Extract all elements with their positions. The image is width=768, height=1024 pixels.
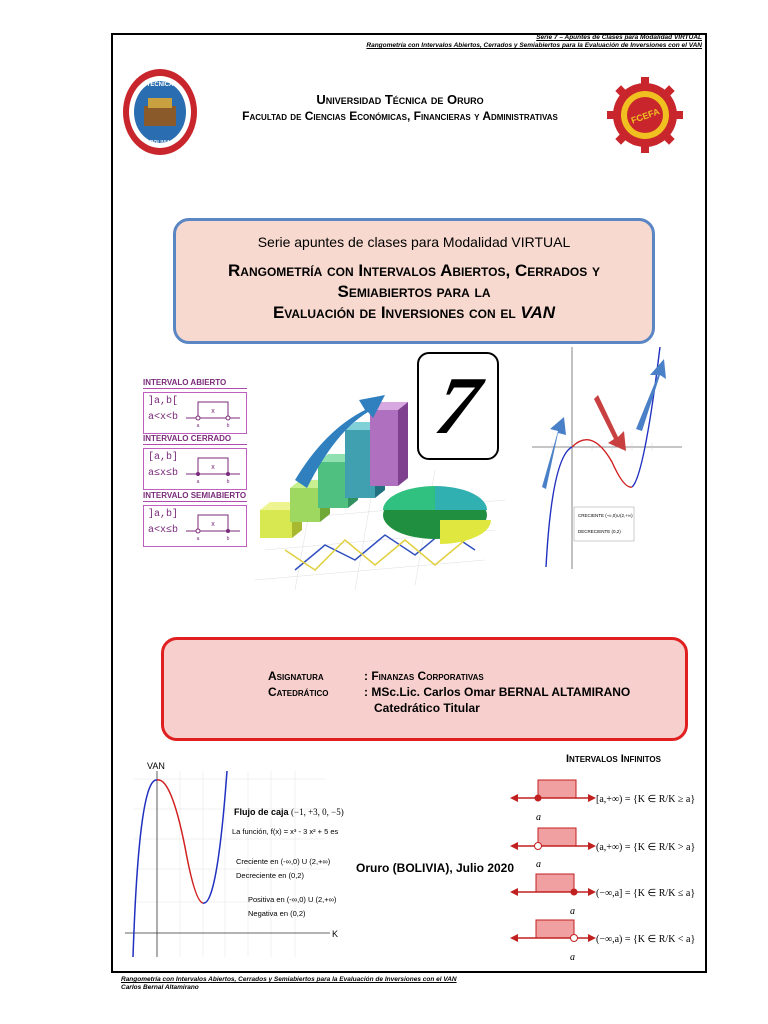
main-title <box>176 260 652 323</box>
halfopen-interval-diagram <box>184 509 242 543</box>
infinite-intervals-diagram <box>508 770 698 966</box>
interval-b-label: b <box>226 479 230 485</box>
catedratico-label: Catedrático <box>268 685 329 699</box>
interval-notation: ]a,b] <box>148 509 179 520</box>
interval-letter: x <box>211 408 215 415</box>
interval-a-label: a <box>196 536 200 542</box>
chapter-number: 7 <box>429 360 487 451</box>
infinite-row-4: (−∞,a) = {K ∈ R/K < a} <box>596 934 696 945</box>
closed-interval-diagram <box>184 452 242 486</box>
interval-notation: [a,b] <box>148 452 179 463</box>
running-header-topic: Rangometría con Intervalos Abiertos, Cerrados y Semiabiertos para la Evaluación de Inversiones con el VAN <box>366 42 702 49</box>
faculty-name: Facultad de Ciencias Económicas, Financieras y Administrativas <box>242 109 558 123</box>
creciente-text: Creciente en (-∞,0) U (2,+∞) <box>236 857 331 866</box>
main-title-line3 <box>176 302 652 323</box>
positiva-text: Positiva en (-∞,0) U (2,+∞) <box>248 895 337 904</box>
footer-author: Carlos Bernal Altamirano <box>121 984 199 991</box>
point-a-label: a <box>570 952 575 963</box>
interval-letter: x <box>211 464 215 471</box>
main-title-van: VAN <box>520 303 556 322</box>
series-subtitle: Serie apuntes de clases para Modalidad VIRTUAL <box>257 234 571 250</box>
interval-letter: x <box>211 521 215 528</box>
subject-box <box>161 637 688 741</box>
decreciente-text: Decreciente en (0,2) <box>236 871 304 880</box>
cubic-function-graph <box>532 347 692 569</box>
point-a-label: a <box>536 812 541 823</box>
interval-inequality: a≤x≤b <box>148 468 179 479</box>
gear-logo-text: FCEFA <box>629 106 661 126</box>
interval-notation: ]a,b[ <box>148 396 179 407</box>
flujo-label: Flujo de caja <box>234 807 289 817</box>
flujo-de-caja <box>234 807 344 817</box>
interval-card-closed <box>143 434 247 490</box>
running-header-series: Serie 7 – Apuntes de Clases para Modalidad VIRTUAL <box>536 34 702 41</box>
seal-text-bottom: BOLIVIA <box>149 140 171 146</box>
main-title-line2: Semiabiertos para la <box>337 282 491 301</box>
title-box <box>173 218 655 344</box>
seal-text-top: TÉCNICA <box>146 82 174 88</box>
page-footer <box>121 976 457 992</box>
interval-card-body <box>143 392 247 434</box>
point-a-label: a <box>570 906 575 917</box>
interval-card-halfopen <box>143 491 247 547</box>
k-axis-label: K <box>332 929 339 939</box>
interval-a-label: a <box>196 479 200 485</box>
running-header <box>366 34 702 50</box>
infinite-row-3: (−∞,a] = {K ∈ R/K ≤ a} <box>596 888 696 899</box>
institution-block <box>200 91 600 125</box>
graph-legend-creciente: CRECIENTE (-∞,0)∪(2,+∞) <box>578 513 633 518</box>
main-title-line3-text: Evaluación de Inversiones con el <box>272 303 521 322</box>
negativa-text: Negativa en (0,2) <box>248 909 306 918</box>
interval-inequality: a<x<b <box>148 412 179 423</box>
faculty-gear-logo <box>607 77 683 153</box>
interval-card-title: INTERVALO ABIERTO <box>143 378 247 389</box>
point-a-label: a <box>536 859 541 870</box>
infinite-row-1: [a,+∞) = {K ∈ R/K ≥ a} <box>596 794 696 805</box>
interval-card-open <box>143 378 247 434</box>
open-interval-diagram <box>184 396 242 430</box>
interval-card-body <box>143 448 247 490</box>
infinite-intervals-title: Intervalos Infinitos <box>566 753 661 765</box>
main-title-line1: Rangometría con Intervalos Abiertos, Cerrados y <box>228 261 600 280</box>
chapter-number-box <box>417 352 499 460</box>
catedratico-role: Catedrático Titular <box>374 701 480 715</box>
place-date: Oruro (BOLIVIA), Julio 2020 <box>356 861 515 875</box>
van-axis-label: VAN <box>147 761 165 771</box>
asignatura-value: : Finanzas Corporativas <box>364 669 484 683</box>
university-seal-logo <box>122 68 198 156</box>
footer-title: Rangometría con Intervalos Abiertos, Cerrados y Semiabiertos para la Evaluación de Inversiones con el VAN <box>121 976 457 983</box>
interval-card-body <box>143 505 247 547</box>
asignatura-label: Asignatura <box>268 669 324 683</box>
interval-card-title: INTERVALO SEMIABIERTO <box>143 491 247 500</box>
interval-b-label: b <box>226 423 230 429</box>
university-name: Universidad Técnica de Oruro <box>316 92 484 107</box>
interval-b-label: b <box>226 536 230 542</box>
graph-legend-decreciente: DECRECIENTE (0,2) <box>578 529 621 534</box>
infinite-row-2: (a,+∞) = {K ∈ R/K > a} <box>596 842 696 853</box>
interval-a-label: a <box>196 423 200 429</box>
function-text: La función, f(x) = x³ - 3 x² + 5 es <box>232 827 339 836</box>
interval-card-title: INTERVALO CERRADO <box>143 434 247 445</box>
flujo-values: (−1, +3, 0, −5) <box>291 807 344 817</box>
catedratico-value: : MSc.Lic. Carlos Omar BERNAL ALTAMIRANO <box>364 685 631 699</box>
interval-inequality: a<x≤b <box>148 525 179 536</box>
